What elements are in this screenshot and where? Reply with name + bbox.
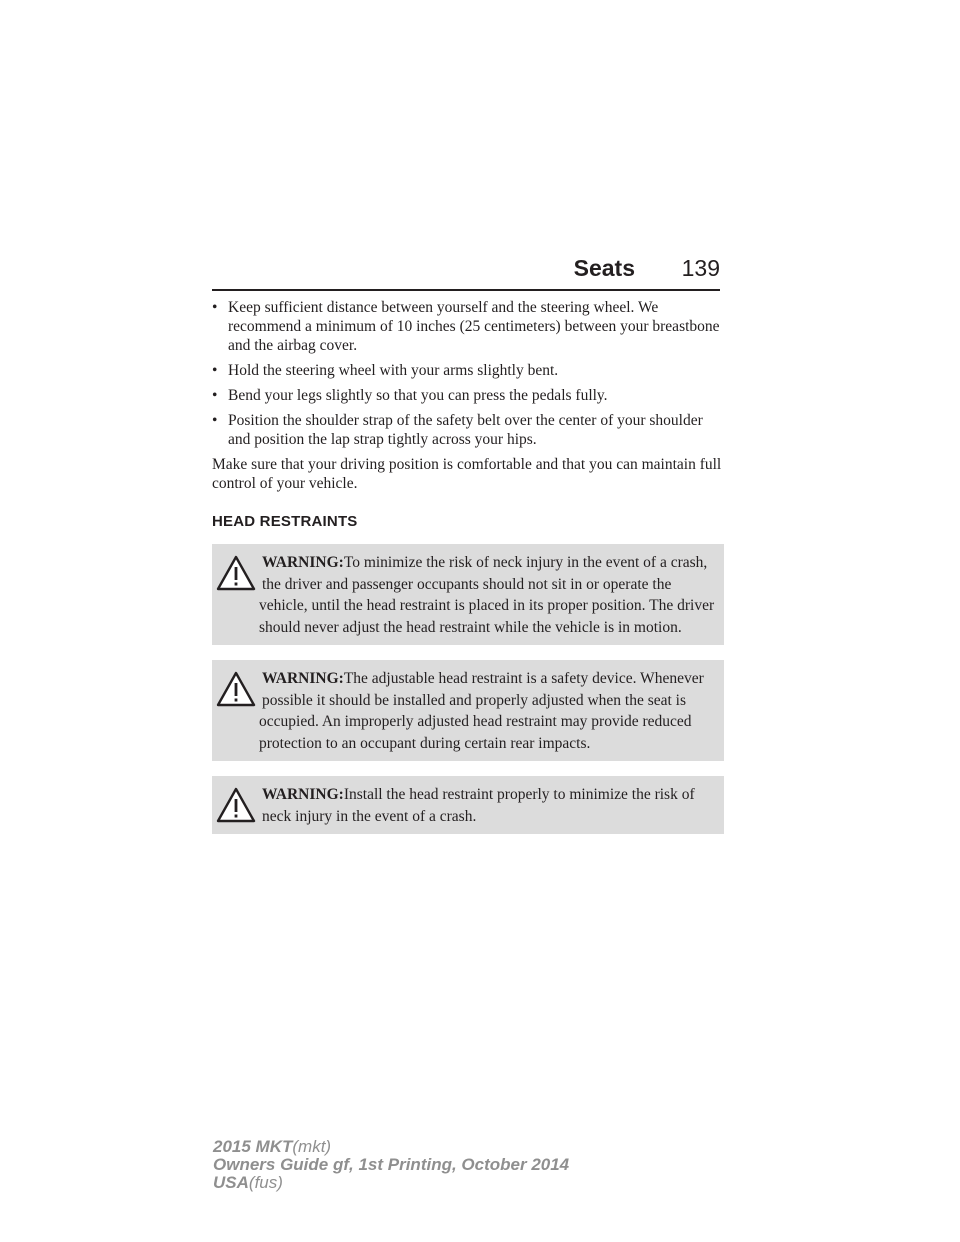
bullet-text: Keep sufficient distance between yourself and the steering wheel. We recommend a minimum of 10 inches (25 centimeters) between your breastbone and the airbag cover.: [228, 299, 720, 354]
footer-line-edition: Owners Guide gf, 1st Printing, October 2014: [213, 1155, 570, 1174]
body-paragraph: Make sure that your driving position is comfortable and that you can maintain full control of your vehicle.: [212, 456, 722, 492]
warning-body: [216, 784, 717, 827]
bullet-icon: •: [212, 412, 218, 429]
warning-box: [212, 776, 724, 834]
warning-text: To minimize the risk of neck injury in the event of a crash, the driver and passenger occupants should not sit in or operate the vehicle, until the head restraint is placed in its proper position. The driver should never adjust the head restraint while the vehicle is in motion.: [259, 554, 715, 636]
page-number: 139: [681, 255, 720, 281]
warning-body: [216, 668, 717, 754]
footer-model-code: (mkt): [292, 1137, 332, 1156]
bullet-text: Position the shoulder strap of the safety belt over the center of your shoulder and position the lap strap tightly across your hips.: [228, 412, 703, 448]
list-item: [212, 298, 724, 355]
bullet-icon: •: [212, 362, 218, 379]
page-footer: [213, 1138, 569, 1192]
warning-label: WARNING:: [262, 786, 344, 803]
footer-market: USA: [213, 1173, 249, 1192]
footer-line-model: [213, 1138, 569, 1156]
warning-text: The adjustable head restraint is a safety device. Whenever possible it should be installed and properly adjusted when the seat is occupied. An improperly adjusted head restraint may provide reduced protection to an occupant during certain rear impacts.: [259, 670, 704, 752]
list-item: [212, 386, 724, 405]
warning-box: [212, 660, 724, 761]
warning-label: WARNING:: [262, 670, 344, 687]
footer-line-market: [213, 1174, 569, 1192]
header-rule: [212, 289, 720, 291]
warning-body: [216, 552, 717, 638]
bullet-list: [212, 298, 724, 449]
section-title: Seats: [573, 255, 635, 281]
list-item: [212, 361, 724, 380]
bullet-icon: •: [212, 387, 218, 404]
footer-model: 2015 MKT: [213, 1137, 293, 1156]
bullet-text: Bend your legs slightly so that you can press the pedals fully.: [228, 387, 608, 404]
warning-box: [212, 544, 724, 645]
bullet-icon: •: [212, 299, 218, 316]
warning-triangle-icon: [216, 787, 256, 823]
warning-label: WARNING:: [262, 554, 344, 571]
list-item: [212, 411, 724, 449]
footer-market-code: (fus): [248, 1173, 283, 1192]
page-content: [212, 298, 724, 834]
section-heading: HEAD RESTRAINTS: [212, 513, 358, 530]
warning-triangle-icon: [216, 555, 256, 591]
bullet-text: Hold the steering wheel with your arms slightly bent.: [228, 362, 559, 379]
warning-text: Install the head restraint properly to minimize the risk of neck injury in the event of a crash.: [262, 786, 695, 825]
warning-triangle-icon: [216, 671, 256, 707]
